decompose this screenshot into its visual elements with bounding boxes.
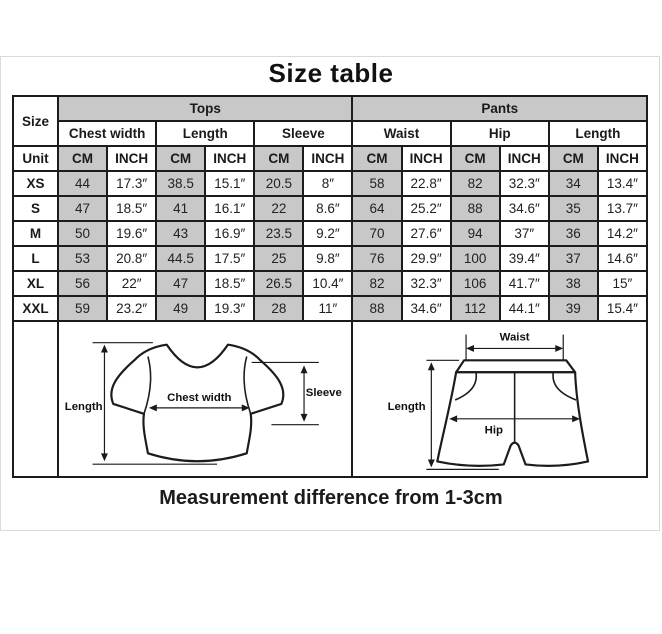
value-cell: 22.8″ bbox=[402, 171, 451, 196]
value-cell: 39.4″ bbox=[500, 246, 549, 271]
value-cell: 14.6″ bbox=[598, 246, 647, 271]
value-cell: 34.6″ bbox=[500, 196, 549, 221]
size-row-xs bbox=[13, 171, 647, 196]
value-cell: 34.6″ bbox=[402, 296, 451, 321]
tshirt-diagram-cell bbox=[58, 321, 352, 477]
value-cell: 15″ bbox=[598, 271, 647, 296]
value-cell: 23.5 bbox=[254, 221, 303, 246]
value-cell: 39 bbox=[549, 296, 598, 321]
unit-inch-cell: INCH bbox=[500, 146, 549, 171]
size-label-cell: M bbox=[13, 221, 58, 246]
value-cell: 112 bbox=[451, 296, 500, 321]
value-cell: 25 bbox=[254, 246, 303, 271]
value-cell: 29.9″ bbox=[402, 246, 451, 271]
footer-note: Measurement difference from 1-3cm bbox=[159, 487, 503, 509]
unit-cm-cell: CM bbox=[156, 146, 205, 171]
value-cell: 27.6″ bbox=[402, 221, 451, 246]
value-cell: 28 bbox=[254, 296, 303, 321]
column-header-hip: Hip bbox=[451, 121, 549, 146]
value-cell: 44.5 bbox=[156, 246, 205, 271]
value-cell: 82 bbox=[352, 271, 401, 296]
value-cell: 32.3″ bbox=[500, 171, 549, 196]
size-label-cell: S bbox=[13, 196, 58, 221]
column-header-pants-length: Length bbox=[549, 121, 647, 146]
unit-cm-cell: CM bbox=[549, 146, 598, 171]
value-cell: 94 bbox=[451, 221, 500, 246]
value-cell: 23.2″ bbox=[107, 296, 156, 321]
column-header-waist: Waist bbox=[352, 121, 450, 146]
value-cell: 15.4″ bbox=[598, 296, 647, 321]
value-cell: 18.5″ bbox=[205, 271, 254, 296]
unit-inch-cell: INCH bbox=[107, 146, 156, 171]
value-cell: 44.1″ bbox=[500, 296, 549, 321]
value-cell: 53 bbox=[58, 246, 107, 271]
value-cell: 25.2″ bbox=[402, 196, 451, 221]
value-cell: 38 bbox=[549, 271, 598, 296]
value-cell: 36 bbox=[549, 221, 598, 246]
diagram-row bbox=[13, 321, 647, 477]
value-cell: 22 bbox=[254, 196, 303, 221]
value-cell: 8.6″ bbox=[303, 196, 352, 221]
shorts-measure-diagram bbox=[353, 322, 646, 476]
size-label-cell: XL bbox=[13, 271, 58, 296]
value-cell: 44 bbox=[58, 171, 107, 196]
value-cell: 106 bbox=[451, 271, 500, 296]
page-title: Size table bbox=[268, 58, 394, 88]
size-row-s bbox=[13, 196, 647, 221]
value-cell: 34 bbox=[549, 171, 598, 196]
value-cell: 47 bbox=[156, 271, 205, 296]
value-cell: 82 bbox=[451, 171, 500, 196]
shorts-waist-label: Waist bbox=[500, 331, 531, 344]
value-cell: 88 bbox=[451, 196, 500, 221]
column-header-chest-width: Chest width bbox=[58, 121, 156, 146]
column-header-row bbox=[13, 121, 647, 146]
size-row-xl bbox=[13, 271, 647, 296]
value-cell: 22″ bbox=[107, 271, 156, 296]
column-header-sleeve: Sleeve bbox=[254, 121, 352, 146]
value-cell: 41 bbox=[156, 196, 205, 221]
value-cell: 70 bbox=[352, 221, 401, 246]
value-cell: 35 bbox=[549, 196, 598, 221]
value-cell: 8″ bbox=[303, 171, 352, 196]
size-label-cell: XS bbox=[13, 171, 58, 196]
group-header-row bbox=[13, 96, 647, 121]
size-table bbox=[12, 95, 648, 478]
value-cell: 50 bbox=[58, 221, 107, 246]
size-label-cell: XXL bbox=[13, 296, 58, 321]
group-header-tops: Tops bbox=[58, 96, 352, 121]
value-cell: 15.1″ bbox=[205, 171, 254, 196]
size-row-m bbox=[13, 221, 647, 246]
unit-inch-cell: INCH bbox=[303, 146, 352, 171]
unit-header-cell: Unit bbox=[13, 146, 58, 171]
value-cell: 16.9″ bbox=[205, 221, 254, 246]
shorts-length-label: Length bbox=[388, 400, 427, 413]
tshirt-measure-diagram bbox=[59, 322, 351, 476]
size-row-xxl bbox=[13, 296, 647, 321]
value-cell: 26.5 bbox=[254, 271, 303, 296]
shorts-diagram-cell bbox=[352, 321, 647, 477]
value-cell: 100 bbox=[451, 246, 500, 271]
value-cell: 19.6″ bbox=[107, 221, 156, 246]
unit-cm-cell: CM bbox=[254, 146, 303, 171]
value-cell: 56 bbox=[58, 271, 107, 296]
size-header-cell: Size bbox=[13, 96, 58, 146]
value-cell: 58 bbox=[352, 171, 401, 196]
tshirt-sleeve-label: Sleeve bbox=[305, 387, 342, 400]
value-cell: 16.1″ bbox=[205, 196, 254, 221]
value-cell: 20.5 bbox=[254, 171, 303, 196]
value-cell: 41.7″ bbox=[500, 271, 549, 296]
value-cell: 49 bbox=[156, 296, 205, 321]
value-cell: 64 bbox=[352, 196, 401, 221]
size-row-l bbox=[13, 246, 647, 271]
size-label-cell: L bbox=[13, 246, 58, 271]
unit-inch-cell: INCH bbox=[205, 146, 254, 171]
value-cell: 37″ bbox=[500, 221, 549, 246]
value-cell: 59 bbox=[58, 296, 107, 321]
tshirt-chest-width-label: Chest width bbox=[167, 391, 232, 404]
value-cell: 76 bbox=[352, 246, 401, 271]
value-cell: 47 bbox=[58, 196, 107, 221]
shorts-hip-label: Hip bbox=[485, 424, 504, 437]
unit-inch-cell: INCH bbox=[598, 146, 647, 171]
value-cell: 37 bbox=[549, 246, 598, 271]
value-cell: 88 bbox=[352, 296, 401, 321]
unit-row bbox=[13, 146, 647, 171]
value-cell: 43 bbox=[156, 221, 205, 246]
value-cell: 9.2″ bbox=[303, 221, 352, 246]
value-cell: 32.3″ bbox=[402, 271, 451, 296]
value-cell: 11″ bbox=[303, 296, 352, 321]
value-cell: 9.8″ bbox=[303, 246, 352, 271]
tshirt-length-label: Length bbox=[64, 400, 103, 413]
value-cell: 19.3″ bbox=[205, 296, 254, 321]
unit-cm-cell: CM bbox=[58, 146, 107, 171]
value-cell: 38.5 bbox=[156, 171, 205, 196]
value-cell: 17.5″ bbox=[205, 246, 254, 271]
unit-cm-cell: CM bbox=[451, 146, 500, 171]
value-cell: 14.2″ bbox=[598, 221, 647, 246]
column-header-tops-length: Length bbox=[156, 121, 254, 146]
value-cell: 13.4″ bbox=[598, 171, 647, 196]
value-cell: 17.3″ bbox=[107, 171, 156, 196]
diagram-spacer-cell bbox=[13, 321, 58, 477]
unit-inch-cell: INCH bbox=[402, 146, 451, 171]
unit-cm-cell: CM bbox=[352, 146, 401, 171]
value-cell: 18.5″ bbox=[107, 196, 156, 221]
value-cell: 10.4″ bbox=[303, 271, 352, 296]
value-cell: 20.8″ bbox=[107, 246, 156, 271]
value-cell: 13.7″ bbox=[598, 196, 647, 221]
group-header-pants: Pants bbox=[352, 96, 647, 121]
